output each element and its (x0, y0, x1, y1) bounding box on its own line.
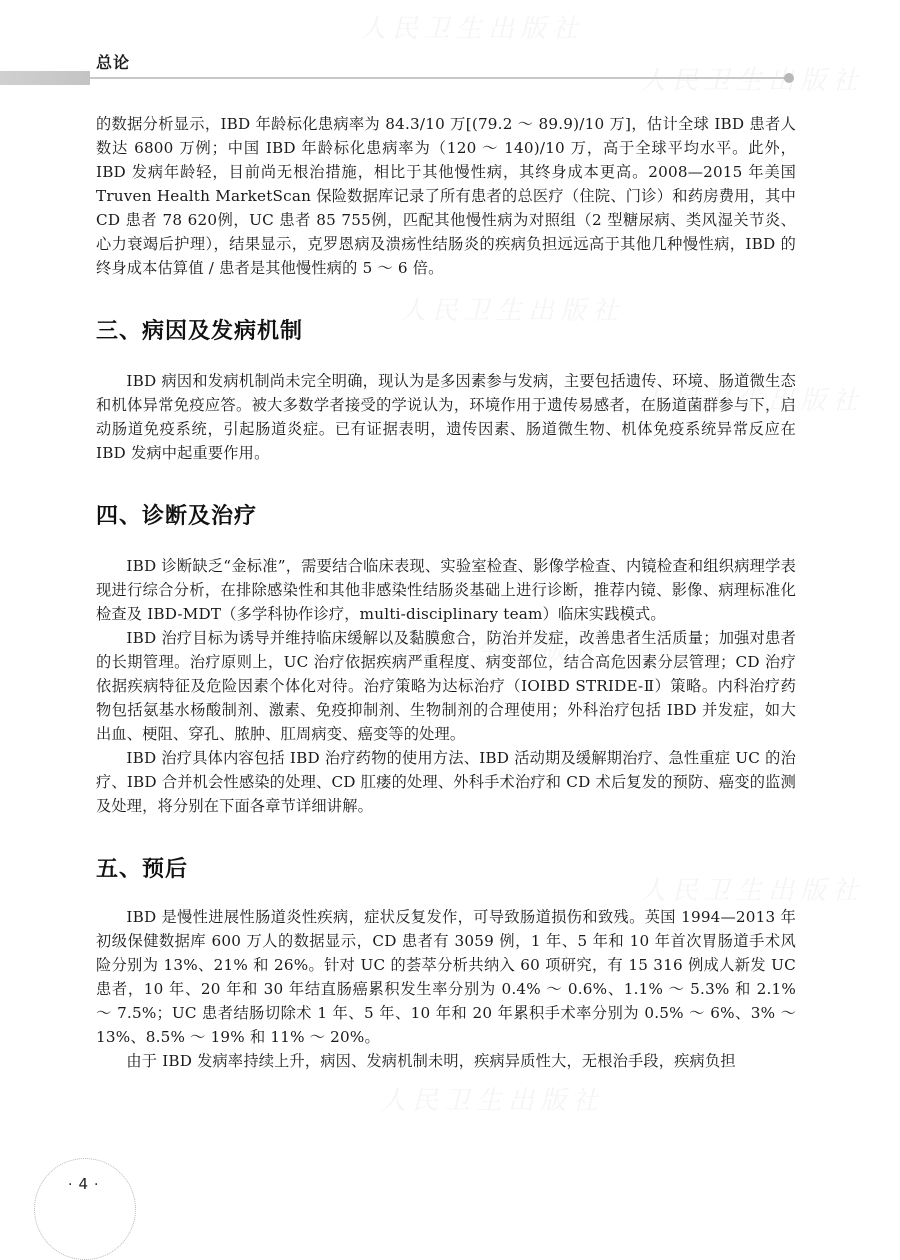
section-heading-etiology: 三、病因及发病机制 (96, 319, 304, 344)
section-heading-diagnosis-treatment: 四、诊断及治疗 (96, 504, 258, 529)
header-bar (0, 71, 90, 85)
header-rule (90, 77, 790, 79)
watermark (360, 8, 584, 45)
section-heading-prognosis: 五、预后 (96, 857, 189, 882)
paragraph: IBD 治疗目标为诱导并维持临床缓解以及黏膜愈合，防治并发症，改善患者生活质量；加强对患者的长期管理。治疗原则上，UC 治疗依据疾病严重程度、病变部位，结合高危因素分层管理；CD 治疗依据疾病特征及危险因素个体化对待。治疗策略为达标治疗（IOIBD STRIDE-Ⅱ）策略。内科治疗药物包括氨基水杨酸制剂、激素、免疫抑制剂、生物制剂的合理使用；外科治疗包括 IBD 并发症，如大出血、梗阻、穿孔、脓肿、肛周病变、癌变等的处理。 (96, 629, 796, 743)
running-header-title: 总论 (96, 53, 131, 72)
bullet: · (94, 1177, 99, 1193)
paragraph: IBD 是慢性进展性肠道炎性疾病，症状反复发作，可导致肠道损伤和致残。英国 1994—2013 年初级保健数据库 600 万人的数据显示，CD 患者有 3059 例，1 年、5 年和 10 年首次胃肠道手术风险分别为 13%、21% 和 26%。针对 UC 的荟萃分析共纳入 60 项研究，有 15 316 例成人新发 UC 患者，10 年、20 年和 30 年结直肠癌累积发生率分别为 0.4% ～ 0.6%、1.1% ～ 5.3% 和 2.1% ～ 7.5%；UC 患者结肠切除术 1 年、5 年、10 年和 20 年累积手术率分别为 0.5% ～ 6%、3% ～ 13%、8.5% ～ 19% 和 11% ～ 20%。 (96, 908, 796, 1046)
paragraph: 由于 IBD 发病率持续上升，病因、发病机制未明，疾病异质性大，无根治手段，疾病负担 (126, 1052, 736, 1070)
paragraph-intro: 的数据分析显示，IBD 年龄标化患病率为 84.3/10 万[(79.2 ～ 89.9)/10 万]，估计全球 IBD 患者人数达 6800 万例；中国 IBD 年龄标化患病率为（120 ～ 140)/10 万，高于全球平均水平。此外，IBD 发病年龄轻，目前尚无根治措施，相比于其他慢性病，其终身成本更高。2008—2015 年美国 Truven Health MarketScan 保险数据库记录了所有患者的总医疗（住院、门诊）和药房费用，其中CD 患者 78 620例，UC 患者 85 755例，匹配其他慢性病为对照组（2 型糖尿病、类风湿关节炎、心力衰竭后护理），结果显示，克罗恩病及溃疡性结肠炎的疾病负担远远高于其他几种慢性病，IBD 的终身成本估算值 / 患者是其他慢性病的 5 ～ 6 倍。 (96, 115, 796, 277)
paragraph: IBD 病因和发病机制尚未完全明确，现认为是多因素参与发病，主要包括遗传、环境、肠道微生态和机体异常免疫应答。被大多数学者接受的学说认为，环境作用于遗传易感者，在肠道菌群参与下，启动肠道免疫系统，引起肠道炎症。已有证据表明，遗传因素、肠道微生物、机体免疫系统异常反应在 IBD 发病中起重要作用。 (96, 372, 796, 462)
watermark (380, 1080, 604, 1117)
paragraph: IBD 诊断缺乏“金标准”，需要结合临床表现、实验室检查、影像学检查、内镜检查和组织病理学表现进行综合分析，在排除感染性和其他非感染性结肠炎基础上进行诊断，推荐内镜、影像、病理标准化检查及 IBD-MDT（多学科协作诊疗，multi-disciplinary team）临床实践模式。 (96, 557, 796, 623)
bullet: · (68, 1177, 73, 1193)
header-dot (784, 73, 794, 83)
page-number-value: 4 (78, 1175, 88, 1193)
page-body (96, 112, 796, 1073)
paragraph: IBD 治疗具体内容包括 IBD 治疗药物的使用方法、IBD 活动期及缓解期治疗、急性重症 UC 的治疗、IBD 合并机会性感染的处理、CD 肛瘘的处理、外科手术治疗和 CD 术后复发的预防、癌变的监测及处理，将分别在下面各章节详细讲解。 (96, 749, 796, 815)
page-number (62, 1175, 142, 1193)
